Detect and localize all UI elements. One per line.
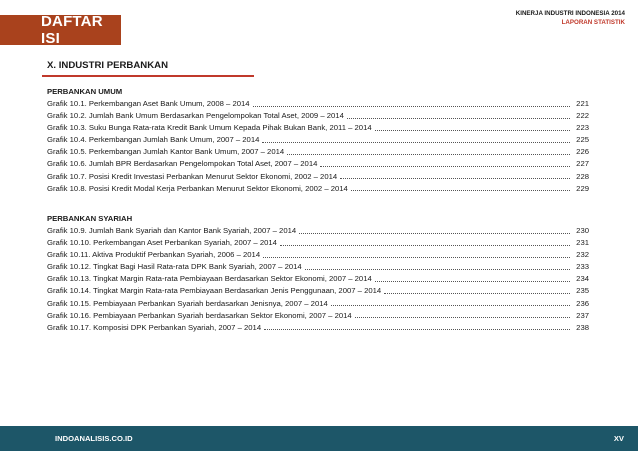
dot-leader (264, 329, 570, 330)
toc-entry-page: 225 (576, 135, 589, 145)
dot-leader (299, 233, 570, 234)
toc-entry-label: Grafik 10.7. Posisi Kredit Investasi Perbankan Menurut Sektor Ekonomi, 2002 – 2014 (47, 171, 338, 181)
toc-entry[interactable] (47, 225, 589, 237)
toc-entry-label: Grafik 10.2. Jumlah Bank Umum Berdasarkan Pengelompokan Total Aset, 2009 – 2014 (47, 111, 344, 121)
toc-group-perbankan-syariah (47, 213, 589, 334)
dot-leader (384, 293, 570, 294)
dot-leader (262, 142, 570, 143)
footer-site-link[interactable]: INDOANALISIS.CO.ID (55, 434, 133, 443)
dot-leader (263, 257, 570, 258)
report-title: KINERJA INDUSTRI INDONESIA 2014 (515, 10, 625, 17)
toc-entry[interactable] (47, 146, 589, 158)
toc-list (47, 225, 589, 334)
toc-entry-page: 233 (576, 262, 589, 272)
toc-entry-label: Grafik 10.1. Perkembangan Aset Bank Umum, 2008 – 2014 (47, 99, 250, 108)
toc-entry[interactable] (47, 273, 589, 285)
toc-entry[interactable] (47, 310, 589, 322)
dot-leader (355, 317, 570, 318)
toc-group-perbankan-umum (47, 86, 589, 195)
toc-entry[interactable] (47, 98, 589, 110)
toc-entry[interactable] (47, 183, 589, 195)
toc-entry[interactable] (47, 171, 589, 183)
dot-leader (340, 178, 570, 179)
footer-bar (0, 426, 638, 451)
group-heading: PERBANKAN UMUM (47, 87, 123, 96)
toc-entry[interactable] (47, 285, 589, 297)
toc-entry-page: 238 (576, 322, 589, 332)
dot-leader (253, 106, 570, 107)
toc-entry-page: 229 (576, 183, 589, 193)
section-tag: DAFTAR ISI (0, 15, 121, 45)
dot-leader (331, 305, 570, 306)
toc-entry-label: Grafik 10.3. Suku Bunga Rata-rata Kredit Bank Umum Kepada Pihak Bukan Bank, 2011 – 2014 (47, 123, 372, 133)
group-heading: PERBANKAN SYARIAH (47, 214, 133, 223)
toc-entry[interactable] (47, 298, 589, 310)
toc-entry-page: 226 (576, 147, 589, 157)
report-subtitle: LAPORAN STATISTIK (561, 19, 625, 26)
toc-entry-page: 235 (576, 286, 589, 296)
dot-leader (305, 269, 570, 270)
toc-entry[interactable] (47, 110, 589, 122)
toc-entry-page: 222 (576, 111, 589, 121)
toc-entry-page: 232 (576, 250, 589, 260)
dot-leader (347, 118, 570, 119)
toc-entry-label: Grafik 10.17. Komposisi DPK Perbankan Syariah, 2007 – 2014 (47, 322, 262, 332)
toc-entry-page: 221 (576, 99, 589, 108)
toc-entry-page: 228 (576, 171, 589, 181)
toc-entry[interactable] (47, 261, 589, 273)
title-underline (42, 75, 254, 77)
toc-entry[interactable] (47, 322, 589, 334)
toc-entry-label: Grafik 10.9. Jumlah Bank Syariah dan Kantor Bank Syariah, 2007 – 2014 (47, 226, 297, 235)
toc-entry-label: Grafik 10.6. Jumlah BPR Berdasarkan Pengelompokan Total Aset, 2007 – 2014 (47, 159, 318, 169)
dot-leader (280, 245, 570, 246)
toc-entry[interactable] (47, 237, 589, 249)
toc-entry-label: Grafik 10.14. Tingkat Margin Rata-rata Pembiayaan Berdasarkan Jenis Penggunaan, 2007 – 2014 (47, 286, 382, 296)
toc-entry-label: Grafik 10.4. Perkembangan Jumlah Bank Umum, 2007 – 2014 (47, 135, 260, 145)
toc-entry-page: 230 (576, 226, 589, 235)
chapter-title: X. INDUSTRI PERBANKAN (47, 60, 168, 71)
toc-entry-page: 223 (576, 123, 589, 133)
toc-entry-label: Grafik 10.15. Pembiayaan Perbankan Syariah berdasarkan Jenisnya, 2007 – 2014 (47, 298, 328, 308)
toc-list (47, 98, 589, 195)
dot-leader (375, 130, 570, 131)
toc-entry[interactable] (47, 122, 589, 134)
dot-leader (375, 281, 570, 282)
toc-entry-page: 236 (576, 298, 589, 308)
toc-entry-label: Grafik 10.12. Tingkat Bagi Hasil Rata-rata DPK Bank Syariah, 2007 – 2014 (47, 262, 302, 272)
toc-entry-page: 237 (576, 310, 589, 320)
toc-entry-page: 227 (576, 159, 589, 169)
toc-entry-label: Grafik 10.5. Perkembangan Jumlah Kantor Bank Umum, 2007 – 2014 (47, 147, 285, 157)
toc-entry[interactable] (47, 249, 589, 261)
toc-entry-label: Grafik 10.13. Tingkat Margin Rata-rata Pembiayaan Berdasarkan Sektor Ekonomi, 2007 – 2014 (47, 274, 372, 284)
report-header (516, 9, 625, 27)
dot-leader (351, 190, 570, 191)
toc-entry-page: 231 (576, 238, 589, 248)
toc-entry-label: Grafik 10.10. Perkembangan Aset Perbankan Syariah, 2007 – 2014 (47, 238, 277, 248)
dot-leader (287, 154, 570, 155)
footer-page-number: XV (613, 434, 624, 443)
toc-entry-label: Grafik 10.16. Pembiayaan Perbankan Syariah berdasarkan Sektor Ekonomi, 2007 – 2014 (47, 310, 352, 320)
toc-entry-label: Grafik 10.8. Posisi Kredit Modal Kerja Perbankan Menurut Sektor Ekonomi, 2002 – 2014 (47, 183, 348, 193)
toc-entry[interactable] (47, 158, 589, 170)
toc-entry-label: Grafik 10.11. Aktiva Produktif Perbankan Syariah, 2006 – 2014 (47, 250, 261, 260)
toc-entry[interactable] (47, 134, 589, 146)
dot-leader (320, 166, 570, 167)
toc-entry-page: 234 (576, 274, 589, 284)
